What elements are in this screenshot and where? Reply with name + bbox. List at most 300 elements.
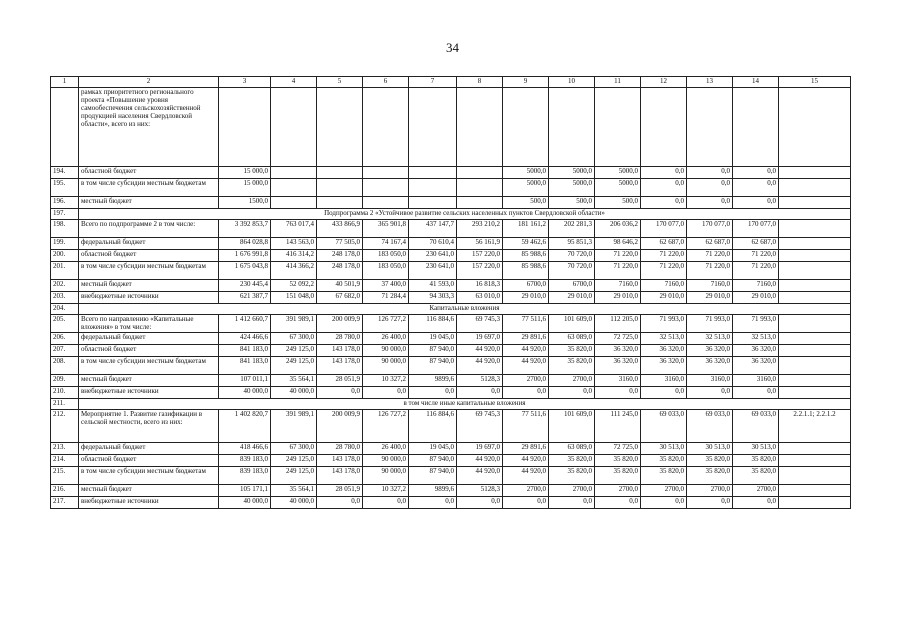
value-cell: 35 820,0 <box>641 455 687 467</box>
value-cell: 71 220,0 <box>641 250 687 262</box>
value-cell: 0,0 <box>641 179 687 197</box>
value-cell: 28 780,0 <box>317 333 363 345</box>
value-cell: 35 820,0 <box>641 467 687 485</box>
value-cell: 1 402 820,7 <box>219 410 271 443</box>
value-cell <box>733 88 779 167</box>
value-cell: 230 641,0 <box>409 262 457 280</box>
value-cell: 839 183,0 <box>219 455 271 467</box>
row-number-cell: 197. <box>51 209 79 220</box>
value-cell: 7160,0 <box>595 280 641 292</box>
reference-cell <box>779 280 851 292</box>
row-name-cell: внебюджетные источники <box>79 387 219 399</box>
value-cell: 69 745,3 <box>457 410 503 443</box>
value-cell: 230 445,4 <box>219 280 271 292</box>
value-cell: 183 050,0 <box>363 262 409 280</box>
value-cell: 0,0 <box>363 387 409 399</box>
value-cell: 71 993,0 <box>733 315 779 333</box>
value-cell: 5000,0 <box>549 167 595 179</box>
value-cell: 70 720,0 <box>549 250 595 262</box>
value-cell: 77 511,6 <box>503 315 549 333</box>
reference-cell: 2.2.1.1; 2.2.1.2 <box>779 410 851 443</box>
value-cell: 0,0 <box>595 497 641 509</box>
section-row <box>51 304 851 315</box>
value-cell <box>641 88 687 167</box>
reference-cell <box>779 238 851 250</box>
value-cell: 3 392 853,7 <box>219 220 271 238</box>
value-cell <box>317 88 363 167</box>
value-cell: 5000,0 <box>595 179 641 197</box>
value-cell: 71 993,0 <box>641 315 687 333</box>
value-cell: 433 866,9 <box>317 220 363 238</box>
value-cell: 41 593,0 <box>409 280 457 292</box>
reference-cell <box>779 467 851 485</box>
row-number-cell: 206. <box>51 333 79 345</box>
value-cell: 151 048,0 <box>271 292 317 304</box>
value-cell: 98 646,2 <box>595 238 641 250</box>
value-cell: 0,0 <box>503 497 549 509</box>
value-cell: 63 089,0 <box>549 443 595 455</box>
value-cell: 111 245,0 <box>595 410 641 443</box>
row-name-cell: местный бюджет <box>79 375 219 387</box>
value-cell: 105 171,1 <box>219 485 271 497</box>
value-cell: 29 010,0 <box>733 292 779 304</box>
value-cell <box>687 88 733 167</box>
value-cell <box>363 179 409 197</box>
value-cell: 19 045,0 <box>409 443 457 455</box>
value-cell: 248 178,0 <box>317 262 363 280</box>
value-cell: 36 320,0 <box>641 345 687 357</box>
value-cell: 35 564,1 <box>271 375 317 387</box>
value-cell: 2700,0 <box>503 485 549 497</box>
value-cell: 101 609,0 <box>549 315 595 333</box>
budget-table <box>50 76 851 509</box>
value-cell: 44 920,0 <box>457 345 503 357</box>
row-name-cell: федеральный бюджет <box>79 238 219 250</box>
value-cell: 0,0 <box>733 179 779 197</box>
value-cell: 71 220,0 <box>595 250 641 262</box>
value-cell <box>363 197 409 209</box>
row-name-cell: в том числе субсидии местным бюджетам <box>79 357 219 375</box>
value-cell: 864 028,8 <box>219 238 271 250</box>
value-cell: 5128,3 <box>457 375 503 387</box>
value-cell <box>219 88 271 167</box>
column-header: 3 <box>219 77 271 88</box>
row-number-cell: 198. <box>51 220 79 238</box>
value-cell: 40 000,0 <box>219 387 271 399</box>
value-cell: 62 687,0 <box>687 238 733 250</box>
value-cell: 56 161,9 <box>457 238 503 250</box>
table-row <box>51 387 851 399</box>
table-row <box>51 197 851 209</box>
value-cell: 143 178,0 <box>317 357 363 375</box>
value-cell: 71 284,4 <box>363 292 409 304</box>
row-number-cell: 204. <box>51 304 79 315</box>
value-cell: 0,0 <box>733 197 779 209</box>
row-number-cell: 196. <box>51 197 79 209</box>
value-cell: 0,0 <box>549 387 595 399</box>
value-cell: 126 727,2 <box>363 410 409 443</box>
value-cell: 200 009,9 <box>317 410 363 443</box>
column-header: 11 <box>595 77 641 88</box>
value-cell: 44 920,0 <box>503 345 549 357</box>
value-cell: 0,0 <box>687 197 733 209</box>
row-number-cell: 208. <box>51 357 79 375</box>
table-row <box>51 467 851 485</box>
value-cell: 0,0 <box>641 197 687 209</box>
row-name-cell: внебюджетные источники <box>79 497 219 509</box>
reference-cell <box>779 315 851 333</box>
section-row <box>51 399 851 410</box>
value-cell: 29 010,0 <box>687 292 733 304</box>
value-cell: 0,0 <box>595 387 641 399</box>
value-cell: 414 366,2 <box>271 262 317 280</box>
value-cell: 3160,0 <box>687 375 733 387</box>
table-row <box>51 280 851 292</box>
value-cell: 157 220,0 <box>457 250 503 262</box>
value-cell: 143 563,0 <box>271 238 317 250</box>
value-cell <box>457 197 503 209</box>
value-cell: 5000,0 <box>503 167 549 179</box>
value-cell: 0,0 <box>733 387 779 399</box>
value-cell: 424 466,6 <box>219 333 271 345</box>
value-cell: 87 940,0 <box>409 455 457 467</box>
value-cell: 40 501,9 <box>317 280 363 292</box>
table-row <box>51 167 851 179</box>
value-cell: 67 300,0 <box>271 443 317 455</box>
value-cell: 62 687,0 <box>641 238 687 250</box>
value-cell: 90 000,0 <box>363 467 409 485</box>
row-name-cell: федеральный бюджет <box>79 333 219 345</box>
reference-cell <box>779 443 851 455</box>
value-cell: 62 687,0 <box>733 238 779 250</box>
table-row <box>51 179 851 197</box>
value-cell: 6700,0 <box>549 280 595 292</box>
value-cell: 500,0 <box>595 197 641 209</box>
value-cell: 36 320,0 <box>733 345 779 357</box>
value-cell <box>503 88 549 167</box>
value-cell: 0,0 <box>409 497 457 509</box>
value-cell: 0,0 <box>687 167 733 179</box>
value-cell: 9899,6 <box>409 485 457 497</box>
value-cell: 143 178,0 <box>317 345 363 357</box>
reference-cell <box>779 220 851 238</box>
value-cell: 7160,0 <box>641 280 687 292</box>
value-cell: 2700,0 <box>733 485 779 497</box>
row-name-cell: областной бюджет <box>79 250 219 262</box>
value-cell: 621 387,7 <box>219 292 271 304</box>
row-name-cell: внебюджетные источники <box>79 292 219 304</box>
column-header: 8 <box>457 77 503 88</box>
table-row <box>51 485 851 497</box>
row-number-cell: 213. <box>51 443 79 455</box>
value-cell: 5000,0 <box>549 179 595 197</box>
value-cell: 206 036,2 <box>595 220 641 238</box>
value-cell: 36 320,0 <box>733 357 779 375</box>
row-name-cell: в том числе субсидии местным бюджетам <box>79 467 219 485</box>
table-row <box>51 345 851 357</box>
value-cell: 101 609,0 <box>549 410 595 443</box>
value-cell: 200 009,9 <box>317 315 363 333</box>
value-cell: 30 513,0 <box>687 443 733 455</box>
value-cell: 35 820,0 <box>733 455 779 467</box>
value-cell: 0,0 <box>733 497 779 509</box>
column-header: 12 <box>641 77 687 88</box>
value-cell: 7160,0 <box>687 280 733 292</box>
value-cell: 293 210,2 <box>457 220 503 238</box>
value-cell: 26 400,0 <box>363 443 409 455</box>
value-cell: 28 051,9 <box>317 485 363 497</box>
value-cell <box>409 88 457 167</box>
reference-cell <box>779 357 851 375</box>
reference-cell <box>779 179 851 197</box>
value-cell: 116 884,6 <box>409 410 457 443</box>
value-cell: 35 820,0 <box>687 455 733 467</box>
value-cell: 0,0 <box>687 497 733 509</box>
row-name-cell: рамках приоритетного регионального проекта «Повышение уровня самообеспечения сельскохозяйственной продукцией населения Свердловской области», всего из них: <box>79 88 219 167</box>
value-cell: 40 000,0 <box>219 497 271 509</box>
row-name-cell: в том числе субсидии местным бюджетам <box>79 262 219 280</box>
value-cell: 0,0 <box>549 497 595 509</box>
row-name-cell: Всего по направлению «Капитальные вложения» в том числе: <box>79 315 219 333</box>
value-cell: 1500,0 <box>219 197 271 209</box>
value-cell: 0,0 <box>363 497 409 509</box>
value-cell: 248 178,0 <box>317 250 363 262</box>
value-cell: 841 183,0 <box>219 345 271 357</box>
value-cell: 15 000,0 <box>219 179 271 197</box>
section-title: Подпрограмма 2 «Устойчивое развитие сельских населенных пунктов Свердловской области» <box>79 209 851 220</box>
table-row <box>51 292 851 304</box>
value-cell: 0,0 <box>687 179 733 197</box>
value-cell: 29 891,6 <box>503 443 549 455</box>
row-number-cell: 214. <box>51 455 79 467</box>
row-number-cell: 200. <box>51 250 79 262</box>
row-name-cell: местный бюджет <box>79 485 219 497</box>
value-cell: 44 920,0 <box>503 357 549 375</box>
value-cell: 170 077,0 <box>733 220 779 238</box>
value-cell: 107 011,1 <box>219 375 271 387</box>
value-cell: 143 178,0 <box>317 467 363 485</box>
value-cell: 36 320,0 <box>687 357 733 375</box>
value-cell: 500,0 <box>503 197 549 209</box>
value-cell: 32 513,0 <box>641 333 687 345</box>
row-number-cell: 201. <box>51 262 79 280</box>
table-row <box>51 315 851 333</box>
value-cell: 5000,0 <box>503 179 549 197</box>
value-cell: 52 092,2 <box>271 280 317 292</box>
value-cell: 416 314,2 <box>271 250 317 262</box>
value-cell: 71 220,0 <box>595 262 641 280</box>
value-cell: 2700,0 <box>549 375 595 387</box>
value-cell: 44 920,0 <box>457 357 503 375</box>
value-cell: 116 884,6 <box>409 315 457 333</box>
row-number-cell: 211. <box>51 399 79 410</box>
table-row <box>51 375 851 387</box>
value-cell: 3160,0 <box>595 375 641 387</box>
value-cell: 35 820,0 <box>733 467 779 485</box>
value-cell: 40 000,0 <box>271 497 317 509</box>
value-cell: 437 147,7 <box>409 220 457 238</box>
value-cell: 841 183,0 <box>219 357 271 375</box>
row-name-cell: Мероприятие 1. Развитие газификации в сельской местности, всего из них: <box>79 410 219 443</box>
value-cell: 90 000,0 <box>363 345 409 357</box>
column-header: 15 <box>779 77 851 88</box>
reference-cell <box>779 292 851 304</box>
row-name-cell: областной бюджет <box>79 455 219 467</box>
section-title: в том числе иные капитальные вложения <box>79 399 851 410</box>
row-number-cell: 203. <box>51 292 79 304</box>
value-cell: 2700,0 <box>687 485 733 497</box>
row-number-cell: 194. <box>51 167 79 179</box>
value-cell: 28 780,0 <box>317 443 363 455</box>
value-cell <box>317 179 363 197</box>
value-cell: 69 033,0 <box>687 410 733 443</box>
row-number-cell: 210. <box>51 387 79 399</box>
value-cell: 77 511,6 <box>503 410 549 443</box>
table-body <box>51 77 851 509</box>
value-cell: 0,0 <box>503 387 549 399</box>
value-cell: 30 513,0 <box>641 443 687 455</box>
row-number-cell: 212. <box>51 410 79 443</box>
value-cell: 71 220,0 <box>641 262 687 280</box>
column-header: 10 <box>549 77 595 88</box>
value-cell: 67 682,0 <box>317 292 363 304</box>
value-cell <box>271 197 317 209</box>
value-cell: 112 205,0 <box>595 315 641 333</box>
value-cell: 44 920,0 <box>457 455 503 467</box>
value-cell: 95 851,3 <box>549 238 595 250</box>
page-number: 34 <box>446 40 459 55</box>
value-cell: 29 891,6 <box>503 333 549 345</box>
reference-cell <box>779 167 851 179</box>
table-row <box>51 497 851 509</box>
value-cell: 170 077,0 <box>641 220 687 238</box>
value-cell <box>595 88 641 167</box>
reference-cell <box>779 497 851 509</box>
value-cell: 36 320,0 <box>595 345 641 357</box>
reference-cell <box>779 485 851 497</box>
value-cell: 0,0 <box>457 497 503 509</box>
value-cell: 0,0 <box>687 387 733 399</box>
row-number-cell: 207. <box>51 345 79 357</box>
value-cell: 0,0 <box>733 167 779 179</box>
value-cell: 3160,0 <box>733 375 779 387</box>
value-cell: 16 818,3 <box>457 280 503 292</box>
table-row <box>51 443 851 455</box>
table-row <box>51 455 851 467</box>
table-header-row <box>51 77 851 88</box>
value-cell <box>409 179 457 197</box>
value-cell: 0,0 <box>457 387 503 399</box>
column-header: 7 <box>409 77 457 88</box>
value-cell: 35 820,0 <box>549 467 595 485</box>
table-row <box>51 357 851 375</box>
value-cell: 71 993,0 <box>687 315 733 333</box>
row-number-cell: 195. <box>51 179 79 197</box>
value-cell: 74 167,4 <box>363 238 409 250</box>
value-cell: 29 010,0 <box>641 292 687 304</box>
value-cell: 32 513,0 <box>733 333 779 345</box>
value-cell: 19 697,0 <box>457 443 503 455</box>
value-cell: 71 220,0 <box>687 262 733 280</box>
table-row <box>51 238 851 250</box>
value-cell <box>409 167 457 179</box>
value-cell: 90 000,0 <box>363 455 409 467</box>
value-cell: 28 051,9 <box>317 375 363 387</box>
value-cell <box>457 179 503 197</box>
value-cell: 94 303,3 <box>409 292 457 304</box>
table-row <box>51 262 851 280</box>
row-number-cell: 205. <box>51 315 79 333</box>
value-cell: 72 725,0 <box>595 443 641 455</box>
value-cell: 1 412 660,7 <box>219 315 271 333</box>
value-cell: 5128,3 <box>457 485 503 497</box>
column-header: 5 <box>317 77 363 88</box>
value-cell: 85 988,6 <box>503 250 549 262</box>
value-cell <box>271 88 317 167</box>
reference-cell <box>779 375 851 387</box>
row-number-cell: 217. <box>51 497 79 509</box>
value-cell: 0,0 <box>409 387 457 399</box>
value-cell: 30 513,0 <box>733 443 779 455</box>
value-cell <box>779 88 851 167</box>
value-cell <box>457 167 503 179</box>
row-number-cell <box>51 88 79 167</box>
value-cell: 71 220,0 <box>733 262 779 280</box>
reference-cell <box>779 387 851 399</box>
row-name-cell: областной бюджет <box>79 167 219 179</box>
value-cell: 44 920,0 <box>503 467 549 485</box>
value-cell: 126 727,2 <box>363 315 409 333</box>
value-cell: 249 125,0 <box>271 345 317 357</box>
table-row <box>51 250 851 262</box>
value-cell: 10 327,2 <box>363 375 409 387</box>
value-cell: 87 940,0 <box>409 357 457 375</box>
value-cell: 70 720,0 <box>549 262 595 280</box>
value-cell: 500,0 <box>549 197 595 209</box>
value-cell: 71 220,0 <box>733 250 779 262</box>
reference-cell <box>779 345 851 357</box>
value-cell: 0,0 <box>641 387 687 399</box>
value-cell: 15 000,0 <box>219 167 271 179</box>
value-cell: 90 000,0 <box>363 357 409 375</box>
row-name-cell: федеральный бюджет <box>79 443 219 455</box>
value-cell <box>457 88 503 167</box>
value-cell: 77 505,0 <box>317 238 363 250</box>
value-cell: 44 920,0 <box>457 467 503 485</box>
value-cell: 35 820,0 <box>549 455 595 467</box>
value-cell: 63 010,0 <box>457 292 503 304</box>
value-cell: 157 220,0 <box>457 262 503 280</box>
value-cell: 2700,0 <box>549 485 595 497</box>
reference-cell <box>779 197 851 209</box>
value-cell: 29 010,0 <box>595 292 641 304</box>
value-cell: 202 281,3 <box>549 220 595 238</box>
row-name-cell: областной бюджет <box>79 345 219 357</box>
value-cell: 67 300,0 <box>271 333 317 345</box>
row-number-cell: 216. <box>51 485 79 497</box>
value-cell: 1 675 043,8 <box>219 262 271 280</box>
value-cell: 2700,0 <box>641 485 687 497</box>
value-cell: 19 045,0 <box>409 333 457 345</box>
value-cell: 170 077,0 <box>687 220 733 238</box>
value-cell: 35 820,0 <box>549 345 595 357</box>
value-cell: 249 125,0 <box>271 357 317 375</box>
value-cell: 183 050,0 <box>363 250 409 262</box>
table-row <box>51 333 851 345</box>
row-number-cell: 209. <box>51 375 79 387</box>
value-cell: 59 462,6 <box>503 238 549 250</box>
value-cell: 19 697,0 <box>457 333 503 345</box>
